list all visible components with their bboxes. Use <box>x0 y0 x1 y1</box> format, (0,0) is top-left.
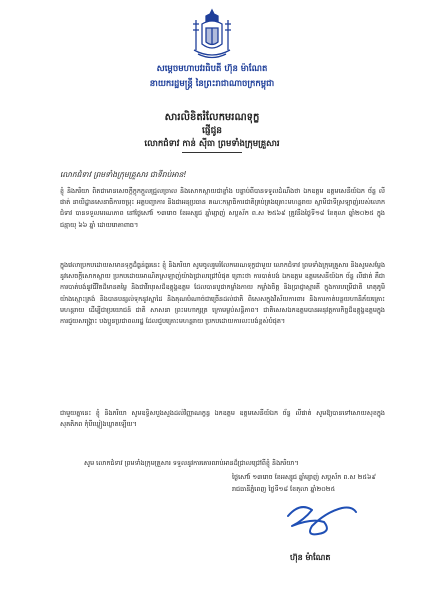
salutation: លោកជំទាវ ព្រមទាំងក្រុមគ្រួសារ ជាទីរាប់អាន! <box>60 170 187 179</box>
sender-title: សម្ដេចមហាបវរធិបតី ហ៊ុន ម៉ាណែត <box>156 64 268 74</box>
letter-title: សារលិខិតរំលែកមរណទុក្ខ <box>164 112 260 123</box>
signer-name: ហ៊ុន ម៉ាណែត <box>290 553 331 562</box>
handwritten-signature <box>282 498 362 538</box>
paragraph-1: ខ្ញុំ និងភរិយា ពិតជាមានសេចក្ដីក្ដុកក្ដួលជ្រួលច្រាល និងសោកស្ដាយជាខ្លាំង បន្ទាប់ពីបានទទួលដំណឹងថា ឯកឧត្តម ឧត្តមសេនីយ៍ឯក ច័ន្ទ លីផាត់ នាយិដ្ឋានសេនាធិការចម្រុះ អគ្គបញ្ជាការ និងជាអនុប្រធាន គណៈកម្មាធិការជាតិគ្រប់គ្រងគ្រោះមហន្តរាយ ស្វាមីជាទីស្រឡាញ់របស់លោកជំទាវ បានទទួលមរណភាព នៅថ្ងៃសៅរ៍ ១៣រោច ខែអស្សុជ ឆ្នាំម្សាញ់ សប្តស័ក ព.ស ២៥៦៩ ត្រូវនឹងថ្ងៃទី១៨ ខែតុលា ឆ្នាំ២០២៥ ក្នុងជន្មាយុ ៦៦ ឆ្នាំ ដោយរោគាពាធ។ <box>60 187 385 229</box>
paragraph-3: ជាមួយគ្នានេះ ខ្ញុំ និងភរិយា សូមឧទ្ទិសបួងសួងដល់វិញ្ញាណក្ខន្ធ ឯកឧត្តម ឧត្តមសេនីយ៍ឯក ច័ន្ទ លីផាត់ សូមឱ្យបានទៅសោយសុខក្នុងសុគតិភព កុំបីឃ្លៀងឃ្លាតឡើយ។ <box>60 409 385 429</box>
title-underline <box>182 152 242 153</box>
sender-position: នាយករដ្ឋមន្ត្រី នៃព្រះរាជាណាចក្រកម្ពុជា <box>149 79 275 89</box>
solar-date: រាជធានីភ្នំពេញ ថ្ងៃទី១៨ ខែតុលា ឆ្នាំ២០២៥ <box>232 485 336 493</box>
letter-subtitle: ផ្ញើជូន <box>202 126 222 136</box>
royal-coat-of-arms-icon <box>184 6 240 62</box>
paragraph-2: ក្នុងវេលាប្រកបដោយសមានទុក្ខដ៏ធ្ងន់ធ្ងរនេះ ខ្ញុំ និងភរិយា សូមចូលរួមរំលែកមរណទុក្ខជាមួយ លោកជំទាវ ព្រមទាំងក្រុមគ្រួសារ និងសូមសម្ដែងនូវសេចក្ដីសោកស្ដាយ ប្រកបដោយអាណិតស្រឡាញ់យ៉ាងជ្រាលជ្រៅបំផុត ព្រោះថា ការបាត់បង់ ឯកឧត្តម ឧត្តមសេនីយ៍ឯក ច័ន្ទ លីផាត់ គឺជាការបាត់បង់នូវជីវិតដ៏មានតម្លៃ និងជាវីរបុរសដ៏ឧត្តុង្គឧត្តម ដែលបានបូជាកម្លាំងកាយ កម្លាំងចិត្ត និងប្រាជ្ញាស្មារតី ក្នុងការបម្រើជាតិ មាតុភូមិ យ៉ាងស្មោះត្រង់ និងបានបន្សល់ទុកនូវស្នាដៃ និងគុណបំណាច់ជាច្រើនដល់ជាតិ ពិសេសក្នុងវិស័យការពារ និងការកាត់បន្ថយហានិភ័យគ្រោះមហន្តរាយ ដើម្បីជាប្រយោជន៍ ជាតិ សាសនា ព្រះមហាក្សត្រ ក្រោមម្លប់សន្តិភាព។ ជាតិសេសឯកឧត្តមបានអនុវត្តការកិច្ចដ៏ឧត្តុង្គឧត្តមក្នុងការជួយសង្គ្រោះ បងប្អូនប្រជាពលរដ្ឋ ដែលជួបគ្រោះមហន្តរាយ ប្រកបដោយការលះបង់ខ្ពស់បំផុត។ <box>60 261 385 326</box>
letter-recipient: លោកជំទាវ កាន់ ស៊ីធា ព្រមទាំងក្រុមគ្រួសារ <box>144 139 280 149</box>
lunar-date: ថ្ងៃសៅរ៍ ១៣រោច ខែអស្សុជ ឆ្នាំម្សាញ់ សប្តស័ក ព.ស ២៥៦៩ <box>232 473 376 481</box>
closing-line: សូម លោកជំទាវ ព្រមទាំងក្រុមគ្រួសារ ទទួលនូវការគោរពរាប់អានដ៏ជ្រាលជ្រៅពីខ្ញុំ និងភរិយា។ <box>84 459 299 467</box>
